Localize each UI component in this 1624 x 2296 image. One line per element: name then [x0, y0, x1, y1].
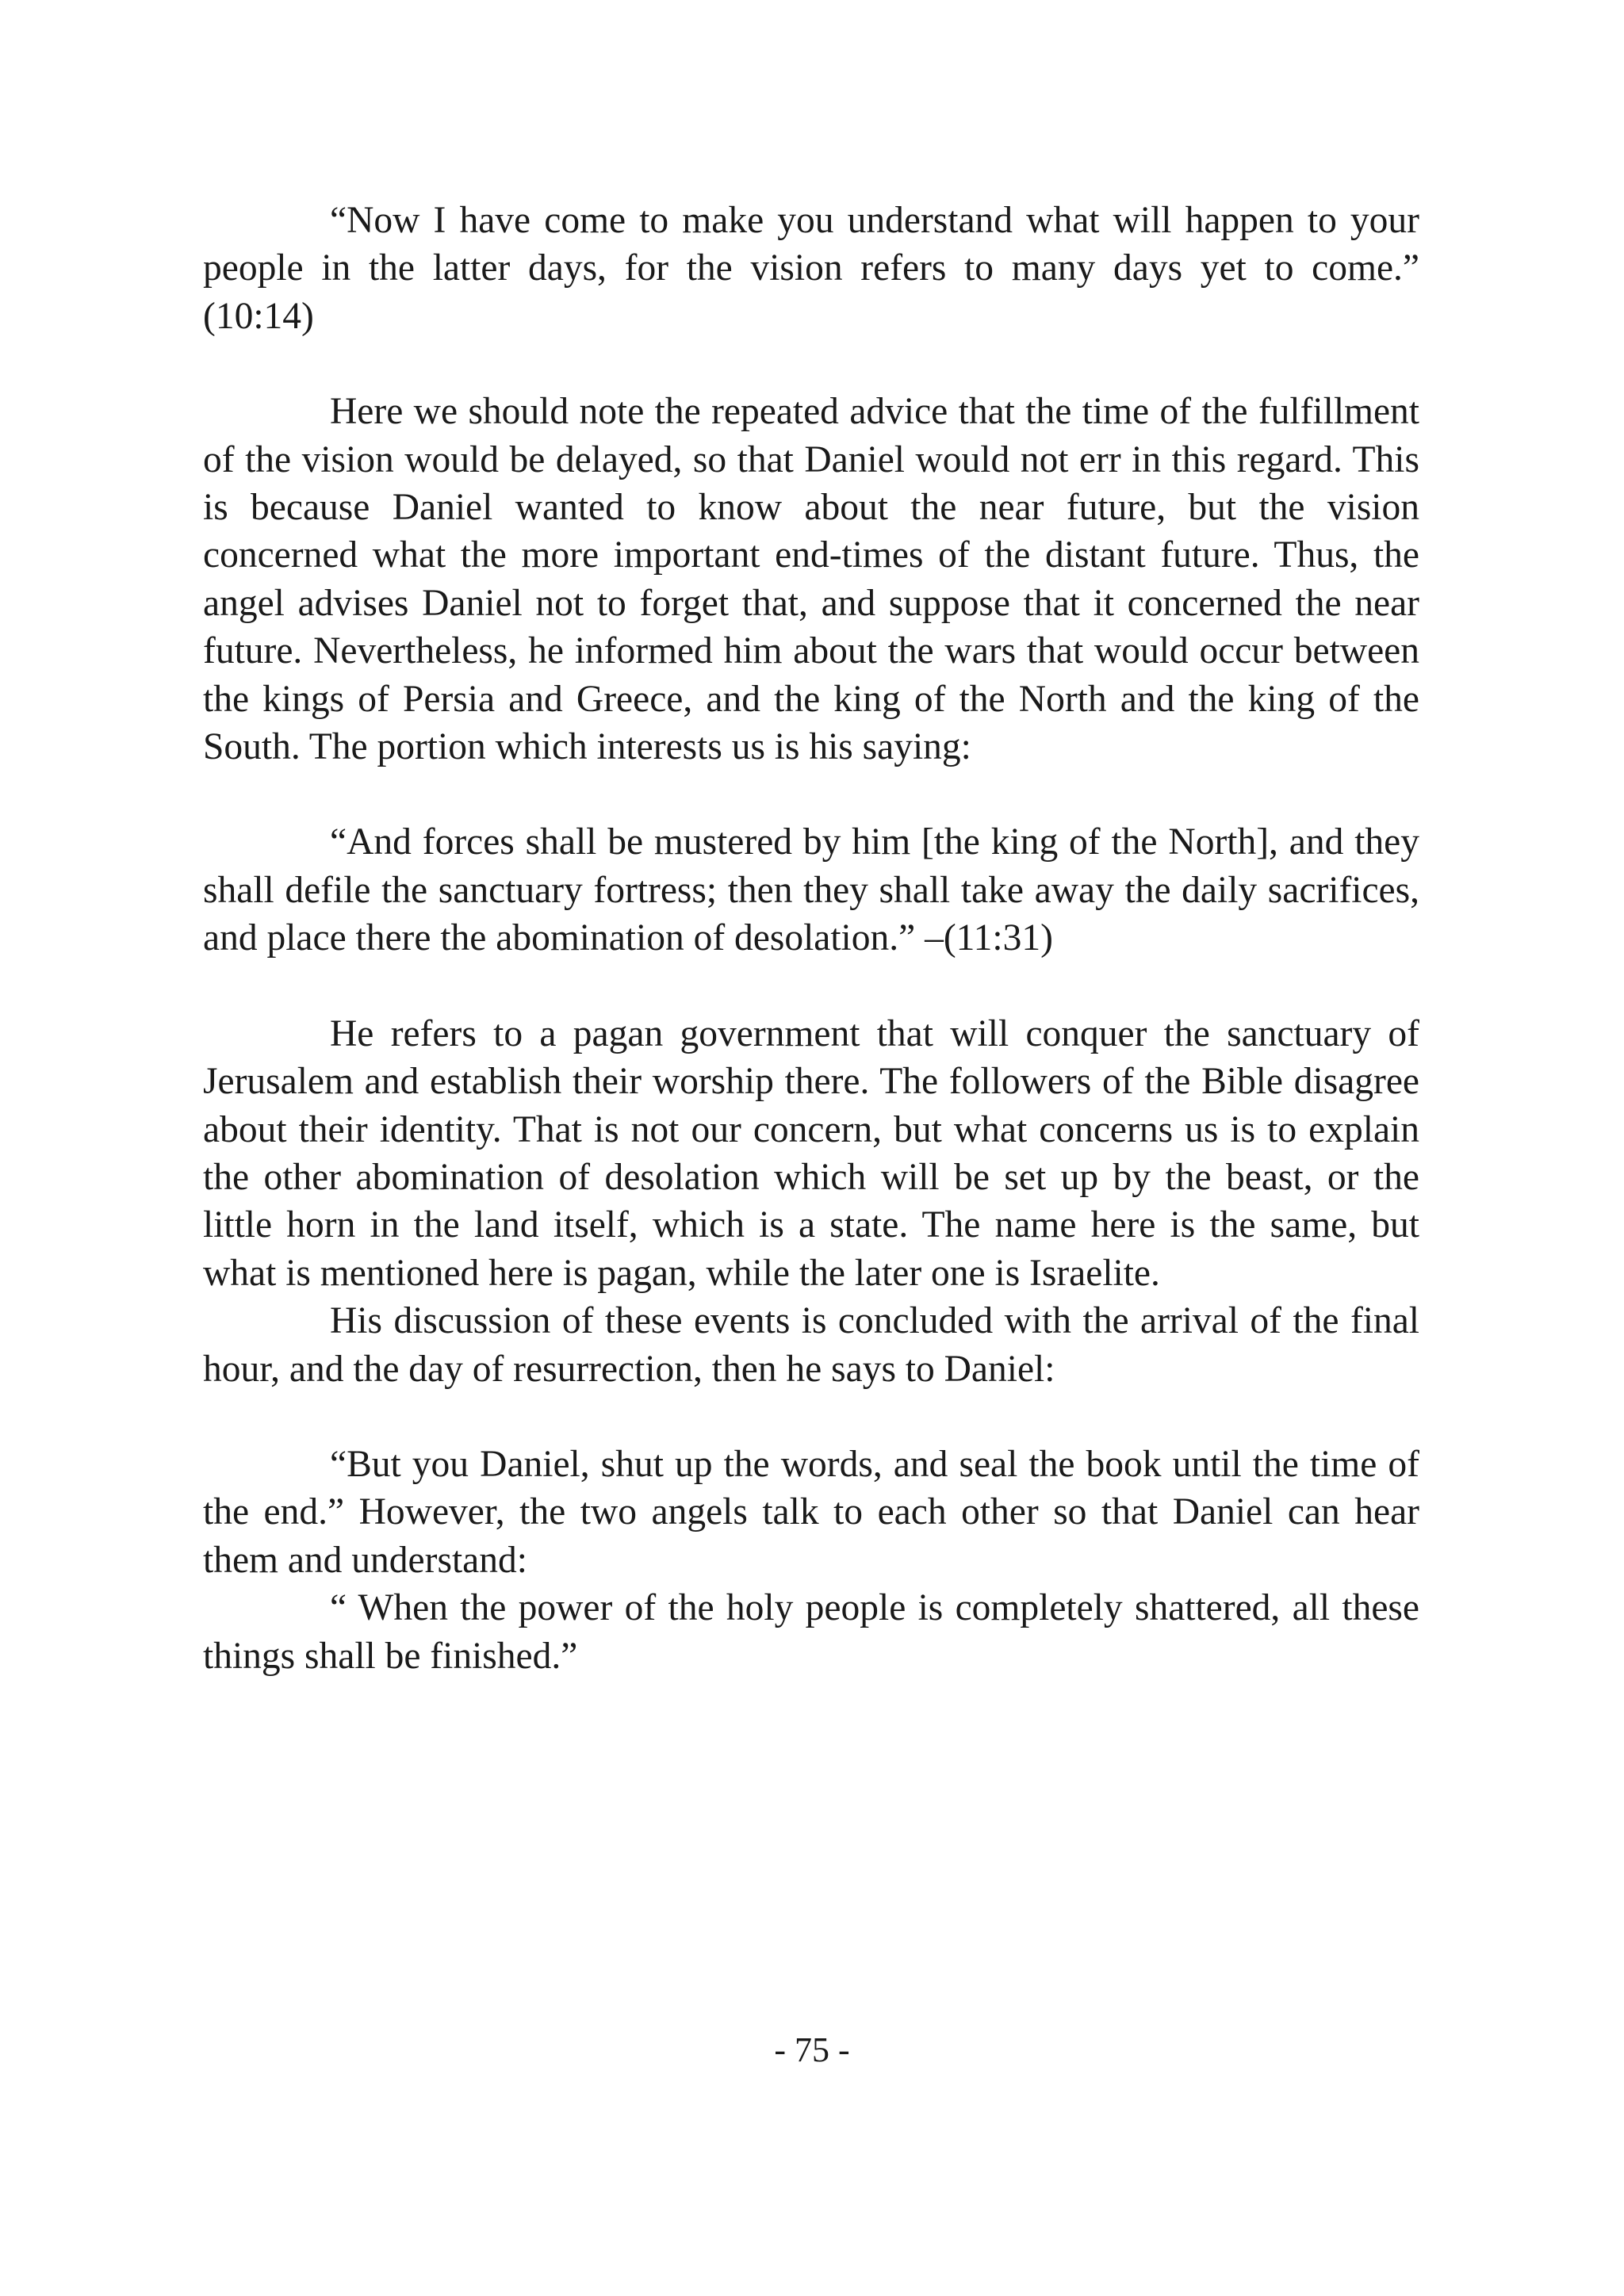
paragraph-conclusion: His discussion of these events is concluded with the arrival of the final hour, and the day of resurrection, then he says to Daniel:: [203, 1300, 1419, 1390]
paragraph-quote-shattered: “ When the power of the holy people is completely shattered, all these things shall be finished.”: [203, 1587, 1419, 1677]
paragraph-commentary-pagan: He refers to a pagan government that will conquer the sanctuary of Jerusalem and establish their worship there. The followers of the Bible disagree about their identity. That is not our concern, but what concerns us is to explain the other abomination of desolation which will be set up by the beast, or the little horn in the land itself, which is a state. The name here is the same, but what is mentioned here is pagan, while the later one is Israelite.: [203, 1012, 1419, 1294]
paragraph-gap: [203, 340, 1419, 388]
paragraph-quote-10-14: “Now I have come to make you understand what will happen to your people in the latter days, for the vision refers to many days yet to come.” (10:14): [203, 200, 1419, 337]
page-number: - 75 -: [774, 2030, 850, 2069]
paragraph-commentary-delay: Here we should note the repeated advice that the time of the fulfillment of the vision would be delayed, so that Daniel would not err in this regard. This is because Daniel wanted to know about the near future, but the vision concerned what the more important end-times of the distant future. Thus, the angel advises Daniel not to forget that, and suppose that it concerned the near future. Nevertheless, he informed him about the wars that would occur between the kings of Persia and Greece, and the king of the North and the king of the South. The portion which interests us is his saying:: [203, 391, 1419, 768]
paragraph-quote-seal-book: “But you Daniel, shut up the words, and seal the book until the time of the end.” However, the two angels talk to each other so that Daniel can hear them and understand:: [203, 1443, 1419, 1581]
paragraph-gap: [203, 962, 1419, 1010]
paragraph-quote-11-31: “And forces shall be mustered by him [the king of the North], and they shall defile the sanctuary fortress; then they shall take away the daily sacrifices, and place there the abomination of desolation.” –(11:31): [203, 821, 1419, 959]
page-body: [203, 197, 1419, 1680]
paragraph-gap: [203, 771, 1419, 818]
paragraph-gap: [203, 1393, 1419, 1441]
